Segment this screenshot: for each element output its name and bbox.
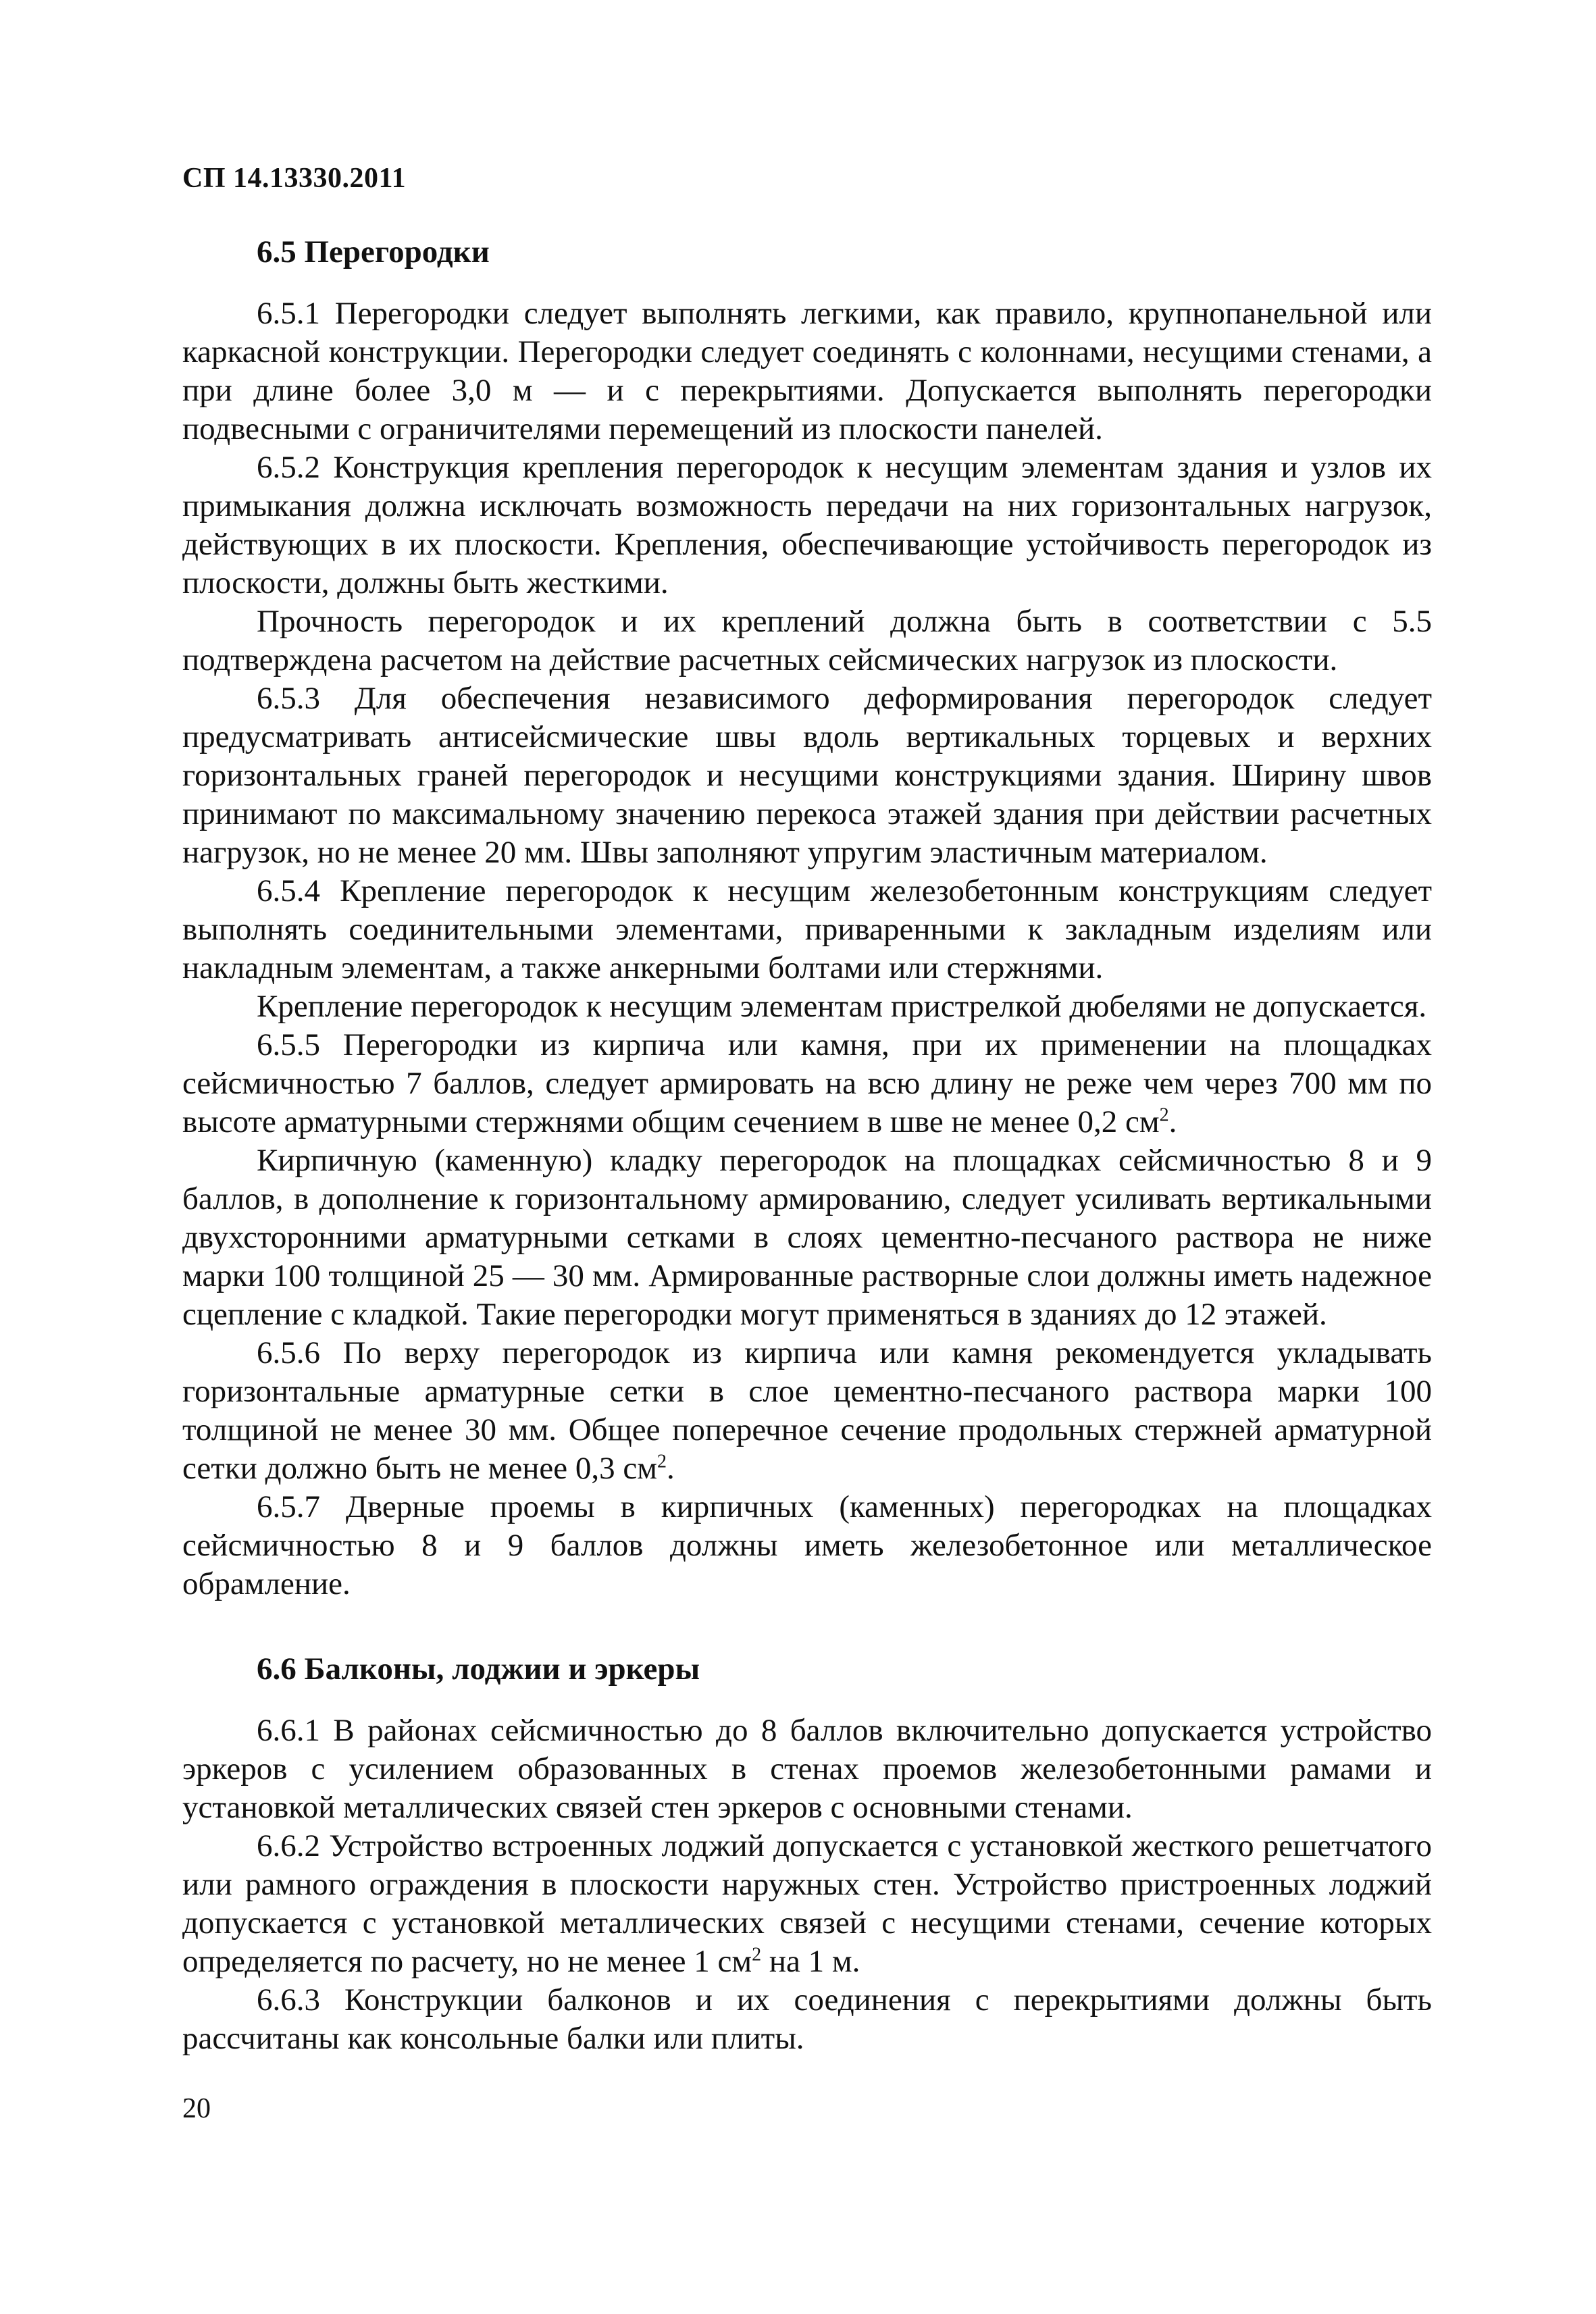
paragraph-strength: Прочность перегородок и их креплений должна быть в соответствии с 5.5 подтверждена расчетом на действие расчетных сейсмических нагрузок из плоскости. [182,604,1432,677]
paragraph-6-6-2 [182,1827,1432,1981]
paragraph-masonry: Кирпичную (каменную) кладку перегородок на площадках сейсмичностью 8 и 9 баллов, в дополнение к горизонтальному армированию, следует усиливать вертикальными двухсторонними арматурными сетками в слоях цементно-песчаного раствора не ниже марки 100 толщиной 25 — 30 мм. Армированные растворные слои должны иметь надежное сцепление с кладкой. Такие перегородки могут применяться в зданиях до 12 этажей. [182,1143,1432,1332]
paragraph-6-6-3: 6.6.3 Конструкции балконов и их соединения с перекрытиями должны быть рассчитаны как консольные балки или плиты. [182,1982,1432,2056]
paragraph-6-5-2: 6.5.2 Конструкция крепления перегородок к несущим элементам здания и узлов их примыкания должна исключать возможность передачи на них горизонтальных нагрузок, действующих в их плоскости. Крепления, обеспечивающие устойчивость перегородок из плоскости, должны быть жесткими. [182,450,1432,600]
document-code-header: СП 14.13330.2011 [182,163,407,194]
paragraph-6-5-6 [182,1334,1432,1488]
superscript-2: 2 [752,1944,762,1965]
paragraph-6-5-6-text: 6.5.6 По верху перегородок из кирпича или камня рекомендуется укладывать горизонтальные арматурные сетки в слое цементно-песчаного раствора марки 100 толщиной не менее 30 мм. Общее поперечное сечение продольных стержней арматурной сетки должно быть не менее 0,3 см [182,1335,1432,1486]
paragraph-6-5-3: 6.5.3 Для обеспечения независимого деформирования перегородок следует предусматривать антисейсмические швы вдоль вертикальных торцевых и верхних горизонтальных граней перегородок и несущими конструкциями здания. Ширину швов принимают по максимальному значению перекоса этажей здания при действии расчетных нагрузок, но не менее 20 мм. Швы заполняют упругим эластичным материалом. [182,681,1432,870]
section-6-6-title: 6.6 Балконы, лоджии и эркеры [257,1651,700,1687]
paragraph-end: на 1 м. [761,1944,860,1979]
paragraph-6-5-7: 6.5.7 Дверные проемы в кирпичных (каменных) перегородках на площадках сейсмичностью 8 и 9 баллов должны иметь железобетонное или металлическое обрамление. [182,1489,1432,1601]
page-number: 20 [182,2093,211,2124]
paragraph-6-5-4: 6.5.4 Крепление перегородок к несущим железобетонным конструкциям следует выполнять соединительными элементами, приваренными к закладным изделиям или накладным элементам, а также анкерными болтами или стержнями. [182,873,1432,985]
paragraph-dowels: Крепление перегородок к несущим элементам пристрелкой дюбелями не допускается. [257,989,1427,1024]
paragraph-end: . [667,1451,675,1486]
paragraph-6-6-1: 6.6.1 В районах сейсмичностью до 8 баллов включительно допускается устройство эркеров с усилением образованных в стенах проемов железобетонными рамами и установкой металлических связей стен эркеров с основными стенами. [182,1713,1432,1825]
paragraph-6-5-5-text: 6.5.5 Перегородки из кирпича или камня, при их применении на площадках сейсмичностью 7 баллов, следует армировать на всю длину не реже чем через 700 мм по высоте арматурными стержнями общим сечением в шве не менее 0,2 см [182,1027,1432,1139]
superscript-2: 2 [1159,1104,1169,1126]
paragraph-end: . [1168,1104,1177,1139]
document-page [182,162,1432,2058]
paragraph-6-5-5 [182,1026,1432,1141]
paragraph-6-5-1: 6.5.1 Перегородки следует выполнять легкими, как правило, крупнопанельной или каркасной конструкции. Перегородки следует соединять с колоннами, несущими стенами, а при длине более 3,0 м — и с перекрытиями. Допускается выполнять перегородки подвесными с ограничителями перемещений из плоскости панелей. [182,296,1432,446]
superscript-2: 2 [657,1451,667,1472]
paragraph-6-6-2-text: 6.6.2 Устройство встроенных лоджий допускается с установкой жесткого решетчатого или рамного ограждения в плоскости наружных стен. Устройство пристроенных лоджий допускается с установкой металлических связей с несущими стенами, сечение которых определяется по расчету, но не менее 1 см [182,1828,1432,1979]
section-6-5-title: 6.5 Перегородки [257,234,490,269]
